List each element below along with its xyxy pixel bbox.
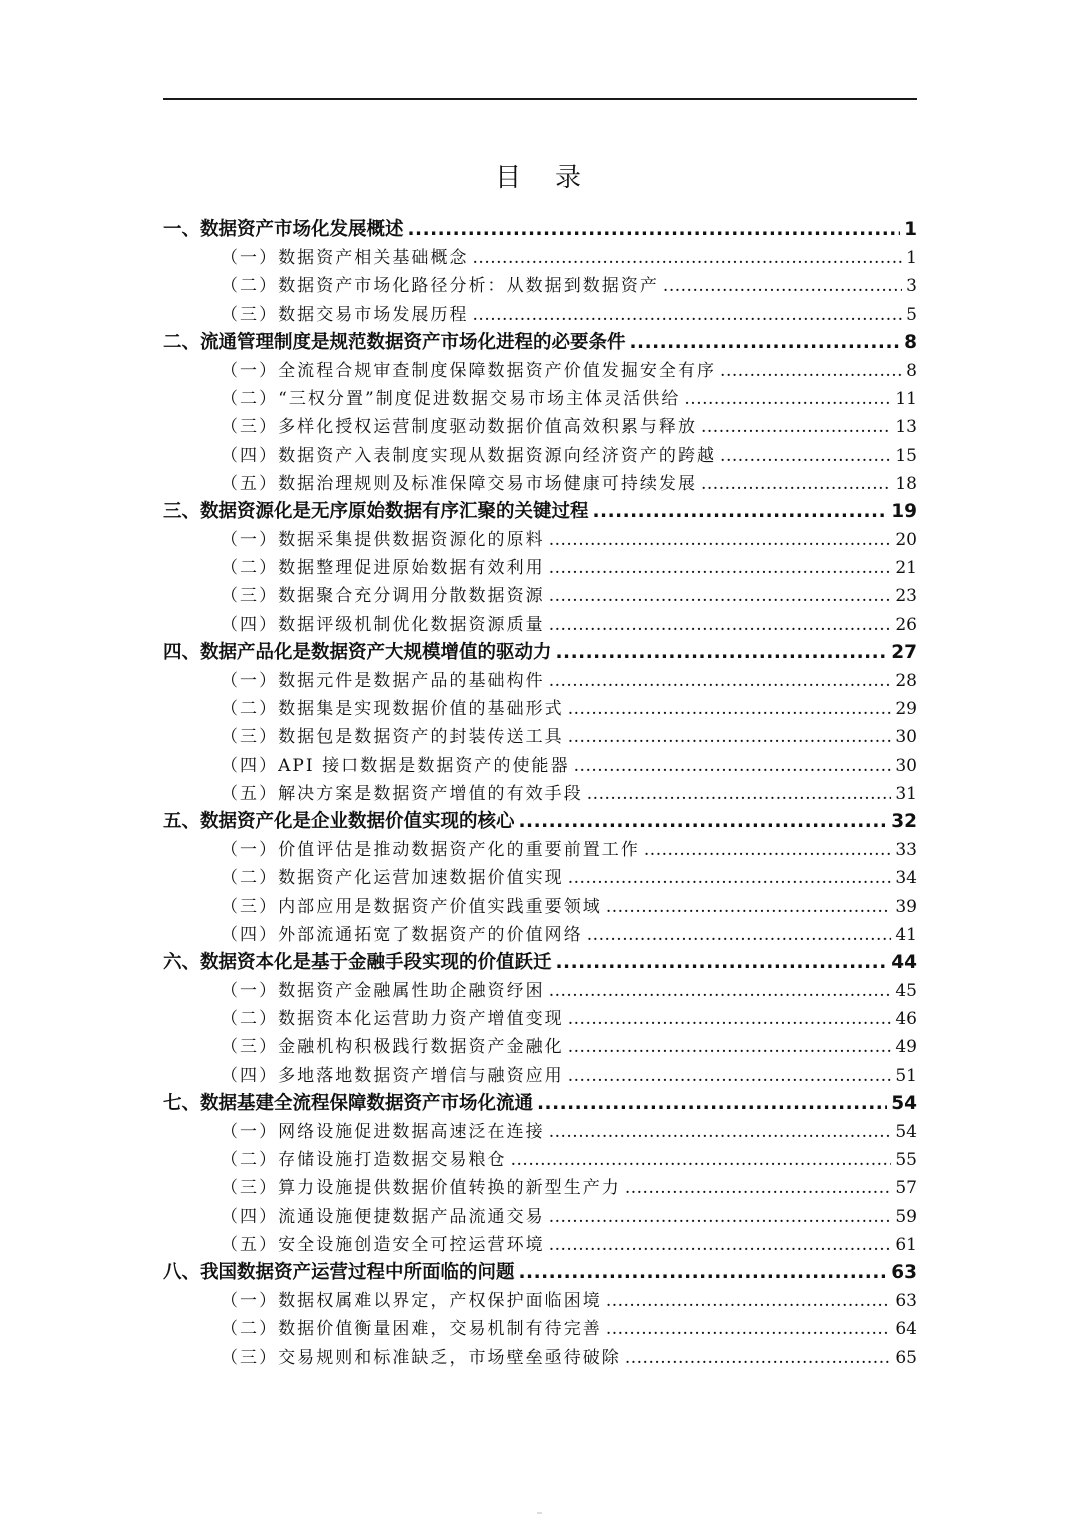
toc-dot-leader — [556, 639, 888, 667]
toc-section-entry[interactable] — [163, 1005, 917, 1033]
toc-dot-leader — [574, 752, 892, 780]
toc-page-number: 30 — [895, 727, 917, 748]
toc-entry-label: （二）数据资本化运营助力资产增值变现 — [221, 1009, 564, 1030]
toc-entry-label: （三）数据包是数据资产的封装传送工具 — [221, 727, 564, 748]
toc-page-number: 63 — [895, 1291, 917, 1312]
toc-page-number: 26 — [895, 614, 917, 635]
toc-section-entry[interactable] — [163, 921, 917, 949]
toc-dot-leader — [701, 470, 891, 498]
toc-section-entry[interactable] — [163, 893, 917, 921]
toc-page-number: 63 — [891, 1261, 917, 1283]
toc-entry-label: （一）数据资产相关基础概念 — [221, 248, 469, 269]
toc-section-entry[interactable] — [163, 301, 917, 329]
toc-section-entry[interactable] — [163, 413, 917, 441]
toc-entry-label: （三）数据聚合充分调用分散数据资源 — [221, 586, 545, 607]
toc-dot-leader — [606, 1287, 892, 1315]
toc-page-number: 49 — [895, 1037, 917, 1058]
toc-dot-leader — [556, 949, 888, 977]
toc-section-entry[interactable] — [163, 244, 917, 272]
toc-chapter-entry[interactable] — [163, 1090, 917, 1118]
toc-dot-leader — [549, 526, 892, 554]
toc-entry-label: 五、数据资产化是企业数据价值实现的核心 — [163, 810, 515, 832]
toc-page-number: 19 — [891, 500, 917, 522]
toc-dot-leader — [568, 864, 892, 892]
toc-page-number: 8 — [904, 331, 917, 353]
toc-entry-label: （二）数据集是实现数据价值的基础形式 — [221, 699, 564, 720]
toc-entry-label: （四）外部流通拓宽了数据资产的价值网络 — [221, 924, 583, 945]
footer-mark — [537, 1512, 542, 1514]
toc-page-number: 54 — [895, 1122, 917, 1142]
toc-section-entry[interactable] — [163, 1174, 917, 1202]
toc-entry-label: （一）数据元件是数据产品的基础构件 — [221, 671, 545, 691]
toc-dot-leader — [511, 1146, 892, 1174]
toc-entry-label: 二、流通管理制度是规范数据资产市场化进程的必要条件 — [163, 331, 626, 353]
toc-entry-label: （二）数据价值衡量困难，交易机制有待完善 — [221, 1319, 602, 1340]
toc-chapter-entry[interactable] — [163, 808, 917, 836]
toc-entry-label: 三、数据资源化是无序原始数据有序汇聚的关键过程 — [163, 500, 589, 522]
toc-dot-leader — [568, 1005, 892, 1033]
toc-entry-label: （四）API 接口数据是数据资产的使能器 — [221, 755, 570, 776]
toc-section-entry[interactable] — [163, 695, 917, 723]
toc-entry-label: （五）解决方案是数据资产增值的有效手段 — [221, 783, 583, 804]
toc-entry-label: （四）数据资产入表制度实现从数据资源向经济资产的跨越 — [221, 445, 717, 466]
toc-entry-label: （三）交易规则和标准缺乏，市场壁垒亟待破除 — [221, 1347, 621, 1368]
toc-page-number: 41 — [895, 924, 917, 945]
toc-page-number: 64 — [895, 1319, 917, 1340]
toc-page-number: 57 — [895, 1178, 917, 1199]
toc-page-number: 8 — [906, 360, 917, 381]
toc-page-number: 65 — [895, 1347, 917, 1368]
toc-page-number: 54 — [891, 1092, 917, 1114]
toc-chapter-entry[interactable] — [163, 639, 917, 667]
toc-section-entry[interactable] — [163, 1203, 917, 1231]
toc-page-number: 44 — [891, 951, 917, 973]
toc-page-number: 30 — [895, 755, 917, 776]
toc-section-entry[interactable] — [163, 357, 917, 385]
toc-dot-leader — [720, 442, 891, 470]
toc-entry-label: （四）多地落地数据资产增信与融资应用 — [221, 1065, 564, 1086]
toc-section-entry[interactable] — [163, 611, 917, 639]
toc-page-number: 39 — [895, 896, 917, 917]
toc-page-number: 1 — [904, 219, 917, 240]
toc-dot-leader — [606, 893, 892, 921]
toc-dot-leader — [473, 301, 903, 329]
toc-section-entry[interactable] — [163, 1231, 917, 1259]
toc-dot-leader — [568, 1062, 892, 1090]
toc-dot-leader — [519, 808, 888, 836]
toc-section-entry[interactable] — [163, 470, 917, 498]
toc-entry-label: 八、我国数据资产运营过程中所面临的问题 — [163, 1261, 515, 1283]
toc-page-number: 28 — [895, 671, 917, 691]
toc-entry-label: （五）安全设施创造安全可控运营环境 — [221, 1234, 545, 1255]
toc-dot-leader — [663, 272, 902, 300]
toc-page-number: 21 — [895, 558, 917, 579]
toc-entry-label: （二）存储设施打造数据交易粮仓 — [221, 1150, 507, 1171]
toc-section-entry[interactable] — [163, 385, 917, 413]
toc-entry-label: （五）数据治理规则及标准保障交易市场健康可持续发展 — [221, 473, 697, 494]
toc-page-number: 5 — [906, 304, 917, 325]
toc-section-entry[interactable] — [163, 442, 917, 470]
toc-page-number: 34 — [895, 868, 917, 889]
toc-entry-label: （二）数据整理促进原始数据有效利用 — [221, 558, 545, 579]
toc-dot-leader — [684, 385, 891, 413]
toc-section-entry[interactable] — [163, 836, 917, 864]
toc-page-number: 27 — [891, 641, 917, 663]
toc-entry-label: （三）数据交易市场发展历程 — [221, 304, 469, 325]
toc-page-number: 15 — [895, 445, 917, 466]
toc-entry-label: 六、数据资本化是基于金融手段实现的价值跃迁 — [163, 951, 552, 973]
toc-page-number: 32 — [891, 810, 917, 832]
toc-entry-label: （三）多样化授权运营制度驱动数据价值高效积累与释放 — [221, 417, 697, 438]
toc-dot-leader — [549, 667, 892, 695]
toc-page-number: 55 — [895, 1150, 917, 1171]
toc-dot-leader — [720, 357, 902, 385]
toc-page-number: 59 — [895, 1206, 917, 1227]
toc-dot-leader — [587, 921, 892, 949]
toc-section-entry[interactable] — [163, 1287, 917, 1315]
toc-page-number: 23 — [895, 586, 917, 607]
toc-chapter-entry[interactable] — [163, 329, 917, 357]
toc-dot-leader — [549, 1203, 892, 1231]
toc-page-number: 29 — [895, 699, 917, 720]
toc-dot-leader — [549, 611, 892, 639]
toc-dot-leader — [519, 1259, 888, 1287]
toc-dot-leader — [625, 1174, 892, 1202]
toc-entry-label: （一）全流程合规审查制度保障数据资产价值发掘安全有序 — [221, 360, 717, 381]
toc-entry-label: （一）数据权属难以界定，产权保护面临困境 — [221, 1291, 602, 1312]
toc-page-number: 33 — [895, 840, 917, 861]
toc-entry-label: （一）网络设施促进数据高速泛在连接 — [221, 1122, 545, 1142]
toc-entry-label: （一）数据采集提供数据资源化的原料 — [221, 530, 545, 551]
toc-entry-label: 七、数据基建全流程保障数据资产市场化流通 — [163, 1092, 534, 1114]
toc-section-entry[interactable] — [163, 582, 917, 610]
toc-section-entry[interactable] — [163, 780, 917, 808]
toc-dot-leader — [625, 1344, 892, 1372]
toc-section-entry[interactable] — [163, 667, 917, 695]
toc-section-entry[interactable] — [163, 272, 917, 300]
toc-entry-label: （二）数据资产化运营加速数据价值实现 — [221, 868, 564, 889]
toc-section-entry[interactable] — [163, 864, 917, 892]
toc-dot-leader — [568, 695, 892, 723]
toc-dot-leader — [537, 1090, 887, 1118]
toc-dot-leader — [568, 1033, 892, 1061]
toc-section-entry[interactable] — [163, 977, 917, 1005]
toc-section-entry[interactable] — [163, 526, 917, 554]
toc-entry-label: 一、数据资产市场化发展概述 — [163, 219, 404, 240]
toc-page-number: 20 — [895, 530, 917, 551]
toc-dot-leader — [587, 780, 892, 808]
toc-page-number: 61 — [895, 1234, 917, 1255]
toc-entry-label: 四、数据产品化是数据资产大规模增值的驱动力 — [163, 641, 552, 663]
toc-page-number: 1 — [906, 248, 917, 269]
toc-section-entry[interactable] — [163, 1315, 917, 1343]
toc-page-number: 31 — [895, 783, 917, 804]
toc-section-entry[interactable] — [163, 752, 917, 780]
table-of-contents — [163, 216, 917, 1372]
toc-entry-label: （三）金融机构积极践行数据资产金融化 — [221, 1037, 564, 1058]
toc-page-number: 46 — [895, 1009, 917, 1030]
toc-entry-label: （一）数据资产金融属性助企融资纾困 — [221, 981, 545, 1002]
toc-dot-leader — [473, 244, 903, 272]
toc-entry-label: （三）内部应用是数据资产价值实践重要领域 — [221, 896, 602, 917]
toc-section-entry[interactable] — [163, 1344, 917, 1372]
toc-page-number: 3 — [906, 276, 917, 297]
toc-dot-leader — [549, 1231, 892, 1259]
toc-section-entry[interactable] — [163, 1118, 917, 1146]
toc-dot-leader — [549, 582, 892, 610]
toc-dot-leader — [408, 216, 901, 244]
toc-entry-label: （四）流通设施便捷数据产品流通交易 — [221, 1206, 545, 1227]
toc-entry-label: （一）价值评估是推动数据资产化的重要前置工作 — [221, 840, 640, 861]
toc-section-entry[interactable] — [163, 723, 917, 751]
toc-chapter-entry[interactable] — [163, 949, 917, 977]
toc-dot-leader — [644, 836, 891, 864]
toc-section-entry[interactable] — [163, 554, 917, 582]
toc-chapter-entry[interactable] — [163, 498, 917, 526]
toc-entry-label: （三）算力设施提供数据价值转换的新型生产力 — [221, 1178, 621, 1199]
toc-page-number: 13 — [895, 417, 917, 438]
toc-page-number: 45 — [895, 981, 917, 1002]
toc-entry-label: （四）数据评级机制优化数据资源质量 — [221, 614, 545, 635]
header-rule — [163, 98, 917, 100]
toc-dot-leader — [630, 329, 901, 357]
toc-dot-leader — [549, 554, 892, 582]
toc-dot-leader — [568, 723, 892, 751]
toc-page-number: 11 — [895, 389, 917, 410]
toc-section-entry[interactable] — [163, 1062, 917, 1090]
toc-section-entry[interactable] — [163, 1033, 917, 1061]
toc-chapter-entry[interactable] — [163, 216, 917, 244]
toc-chapter-entry[interactable] — [163, 1259, 917, 1287]
toc-dot-leader — [606, 1315, 892, 1343]
toc-page-number: 18 — [895, 473, 917, 494]
toc-entry-label: （二）“三权分置”制度促进数据交易市场主体灵活供给 — [221, 389, 681, 410]
toc-dot-leader — [701, 413, 891, 441]
page-title: 目 录 — [495, 163, 585, 194]
toc-entry-label: （二）数据资产市场化路径分析：从数据到数据资产 — [221, 276, 659, 297]
toc-page-number: 51 — [895, 1065, 917, 1086]
toc-dot-leader — [593, 498, 888, 526]
toc-dot-leader — [549, 1118, 892, 1146]
toc-section-entry[interactable] — [163, 1146, 917, 1174]
toc-dot-leader — [549, 977, 892, 1005]
